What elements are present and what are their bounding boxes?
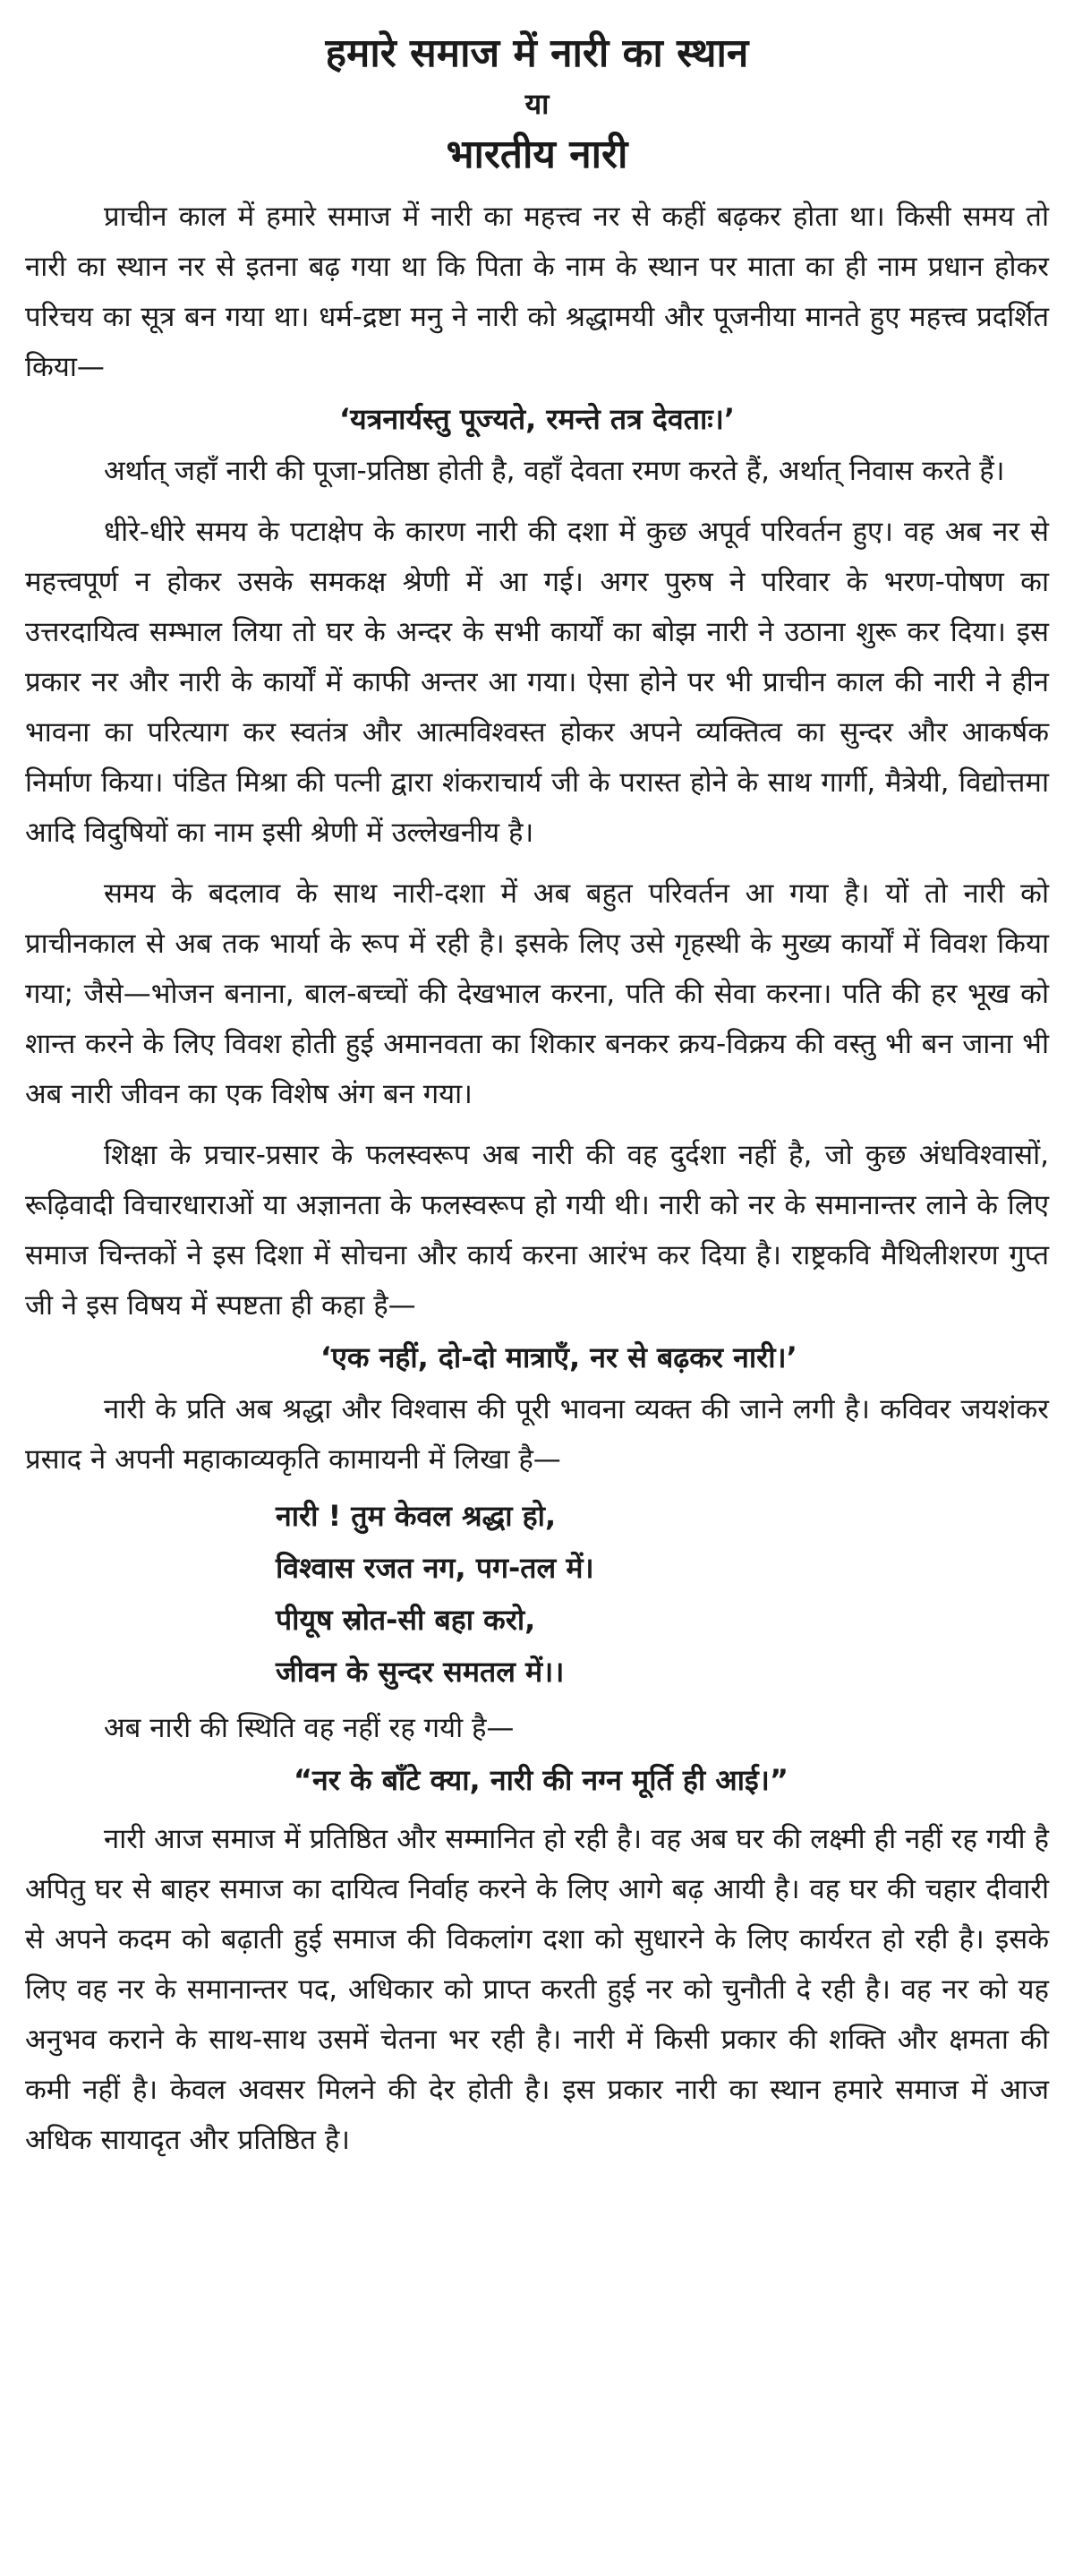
paragraph-7: अब नारी की स्थिति वह नहीं रह गयी है— xyxy=(104,1712,515,1744)
quote-nagna-murti: “नर के बाँटे क्या, नारी की नग्न मूर्ति ही आई।” xyxy=(294,1763,788,1797)
paragraph-3: धीरे-धीरे समय के पटाक्षेप के कारण नारी की दशा में कुछ अपूर्व परिवर्तन हुए। वह अब नर से महत्त्वपूर्ण न होकर उसके समकक्ष श्रेणी में आ गई। अगर पुरुष ने परिवार के भरण-पोषण का उत्तरदायित्व सम्भाल लिया तो घर के अन्दर के सभी कार्यों का बोझ नारी ने उठाना शुरू कर दिया। इस प्रकार नर और नारी के कार्यों में काफी अन्तर आ गया। ऐसा होने पर भी प्राचीन काल की नारी ने हीन भावना का परित्याग कर स्वतंत्र और आत्मविश्वस्त होकर अपने व्यक्तित्व का सुन्दर और आकर्षक निर्माण किया। पंडित मिश्रा की पत्नी द्वारा शंकराचार्य जी के परास्त होने के साथ गार्गी, मैत्रेयी, विद्योत्तमा आदि विदुषियों का नाम इसी श्रेणी में उल्लेखनीय है। xyxy=(25,516,1049,849)
poem-line: जीवन के सुन्दर समतल में।। xyxy=(276,1655,565,1689)
poem-line: पीयूष स्रोत-सी बहा करो, xyxy=(276,1603,536,1637)
quote-gupt: ‘एक नहीं, दो-दो मात्राएँ, नर से बढ़कर नारी।’ xyxy=(320,1340,797,1374)
paragraph-5: शिक्षा के प्रचार-प्रसार के फलस्वरूप अब नारी की वह दुर्दशा नहीं है, जो कुछ अंधविश्वासों, रूढ़िवादी विचारधाराओं या अज्ञानता के फलस्वरूप हो गयी थी। नारी को नर के समानान्तर लाने के लिए समाज चिन्तकों ने इस दिशा में सोचना और कार्य करना आरंभ कर दिया है। राष्ट्रकवि मैथिलीशरण गुप्त जी ने इस विषय में स्पष्टता ही कहा है— xyxy=(25,1139,1049,1322)
paragraph-1: प्राचीन काल में हमारे समाज में नारी का महत्त्व नर से कहीं बढ़कर होता था। किसी समय तो नारी का स्थान नर से इतना बढ़ गया था कि पिता के नाम के स्थान पर माता का ही नाम प्रधान होकर परिचय का सूत्र बन गया था। धर्म-द्रष्टा मनु ने नारी को श्रद्धामयी और पूजनीया मानते हुए महत्त्व प्रदर्शित किया— xyxy=(25,201,1049,383)
title-or: या xyxy=(524,87,550,121)
poem-line: विश्वास रजत नग, पग-तल में। xyxy=(276,1551,594,1585)
essay-subtitle: भारतीय नारी xyxy=(446,132,628,177)
paragraph-4: समय के बदलाव के साथ नारी-दशा में अब बहुत परिवर्तन आ गया है। यों तो नारी को प्राचीनकाल से अब तक भार्या के रूप में रही है। इसके लिए उसे गृहस्थी के मुख्य कार्यों में विवश किया गया; जैसे—भोजन बनाना, बाल-बच्चों की देखभाल करना, पति की सेवा करना। पति की हर भूख को शान्त करने के लिए विवश होती हुई अमानवता का शिकार बनकर क्रय-विक्रय की वस्तु भी बन जाना भी अब नारी जीवन का एक विशेष अंग बन गया। xyxy=(25,877,1049,1110)
paragraph-2: अर्थात् जहाँ नारी की पूजा-प्रतिष्ठा होती है, वहाँ देवता रमण करते हैं, अर्थात् निवास करते हैं। xyxy=(104,455,1005,487)
poem-line: नारी ! तुम केवल श्रद्धा हो, xyxy=(276,1499,557,1533)
essay-title: हमारे समाज में नारी का स्थान xyxy=(325,30,749,76)
quote-manu: ‘यत्रनार्यस्तु पूज्यते, रमन्ते तत्र देवताः।’ xyxy=(339,402,735,436)
paragraph-8: नारी आज समाज में प्रतिष्ठित और सम्मानित हो रही है। वह अब घर की लक्ष्मी ही नहीं रह गयी है अपितु घर से बाहर समाज का दायित्व निर्वाह करने के लिए आगे बढ़ आयी है। वह घर की चहार दीवारी से अपने कदम को बढ़ाती हुई समाज की विकलांग दशा को सुधारने के लिए कार्यरत हो रही है। इसके लिए वह नर के समानान्तर पद, अधिकार को प्राप्त करती हुई नर को चुनौती दे रही है। वह नर को यह अनुभव कराने के साथ-साथ उसमें चेतना भर रही है। नारी में किसी प्रकार की शक्ति और क्षमता की कमी नहीं है। केवल अवसर मिलने की देर होती है। इस प्रकार नारी का स्थान हमारे समाज में आज अधिक सायादृत और प्रतिष्ठित है। xyxy=(25,1823,1050,2156)
paragraph-6: नारी के प्रति अब श्रद्धा और विश्वास की पूरी भावना व्यक्त की जाने लगी है। कविवर जयशंकर प्रसाद ने अपनी महाकाव्यकृति कामायनी में लिखा है— xyxy=(25,1393,1049,1476)
poem-kamayani xyxy=(276,1490,1049,1698)
